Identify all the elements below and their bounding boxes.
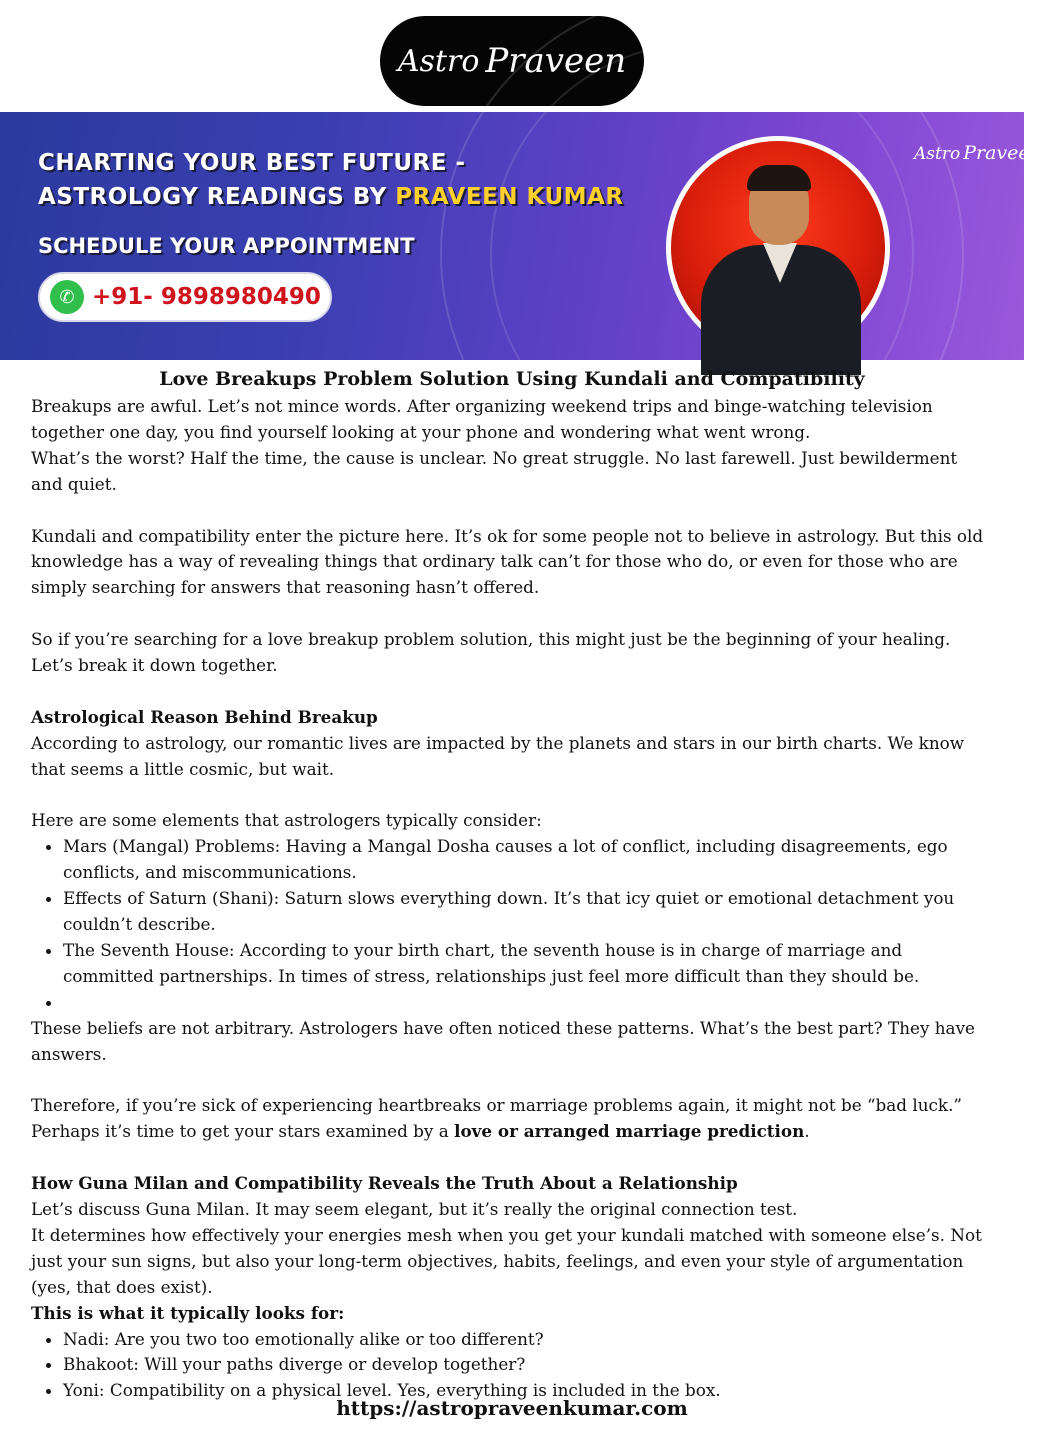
logo-word-praveen: Praveen <box>485 41 627 81</box>
banner-astrologer-name: PRAVEEN KUMAR <box>395 184 624 210</box>
banner-logo <box>914 142 1042 164</box>
heading-guna-milan: How Guna Milan and Compatibility Reveals the Truth About a Relationship <box>31 1173 738 1194</box>
whatsapp-icon: ✆ <box>50 280 84 314</box>
heading-astrological-reason: Astrological Reason Behind Breakup <box>31 706 378 727</box>
banner-headline-line1: CHARTING YOUR BEST FUTURE - <box>38 150 466 176</box>
paragraph-beliefs: These beliefs are not arbitrary. Astrologers have often noticed these patterns. What’s the best part? They have answers. <box>31 1017 975 1064</box>
paragraph-elements: Here are some elements that astrologers typically consider: <box>31 810 542 831</box>
paragraph-solution: So if you’re searching for a love breakup problem solution, this might just be the beginning of your healing. Let’s break it down together. <box>31 629 951 676</box>
phone-number: +91- 9898980490 <box>92 284 321 310</box>
list-item: • Mars (Mangal) Problems: Having a Mangal Dosha causes a lot of conflict, including disagreements, ego conflicts, and miscommunications. <box>63 834 993 886</box>
list-item: • Nadi: Are you two too emotionally alike or too different? <box>63 1327 993 1353</box>
elements-list <box>31 834 993 1015</box>
paragraph-determines: It determines how effectively your energies mesh when you get your kundali matched with someone else’s. Not just your sun signs, but also your long-term objectives, habits, feelings, and even your style of argumentation (yes, that does exist). <box>31 1224 982 1297</box>
banner-logo-word1: Astro <box>914 144 961 164</box>
phone-contact-button[interactable] <box>38 272 332 322</box>
article-body <box>31 364 993 1404</box>
marriage-prediction-link[interactable]: love or arranged marriage prediction <box>454 1121 805 1142</box>
paragraph-therefore-text: Therefore, if you’re sick of experiencing heartbreaks or marriage problems again, it might not be “bad luck.” Perhaps it’s time to get your stars examined by a <box>31 1095 963 1142</box>
paragraph-kundali: Kundali and compatibility enter the picture here. It’s ok for some people not to believe in astrology. But this old knowledge has a way of revealing things that ordinary talk can’t for those who do, or even for those who are simply searching for answers that reasoning hasn’t offered. <box>31 525 984 598</box>
astrologer-portrait <box>666 136 890 360</box>
guna-list <box>31 1327 993 1405</box>
logo-word-astro: Astro <box>397 43 480 79</box>
list-item-empty <box>63 990 993 1016</box>
article-title: Love Breakups Problem Solution Using Kundali and Compatibility <box>159 368 865 390</box>
website-url-link[interactable]: https://astropraveenkumar.com <box>336 1396 688 1420</box>
list-item: • Effects of Saturn (Shani): Saturn slows everything down. It’s that icy quiet or emotional detachment you couldn’t describe. <box>63 886 993 938</box>
list-item: • Bhakoot: Will your paths diverge or develop together? <box>63 1352 993 1378</box>
portrait-hair <box>747 165 811 191</box>
paragraph-therefore <box>31 1093 993 1145</box>
list-item: • The Seventh House: According to your birth chart, the seventh house is in charge of marriage and committed partnerships. In times of stress, relationships just feel more difficult than they should be. <box>63 938 993 990</box>
hero-banner <box>0 112 1042 360</box>
paragraph-intro: Breakups are awful. Let’s not mince words. After organizing weekend trips and binge-watching television together one day, you find yourself looking at your phone and wondering what went wrong. <box>31 396 933 442</box>
paragraph-therefore-end: . <box>804 1121 810 1142</box>
banner-logo-word2: Praveen <box>963 142 1042 164</box>
banner-headline-prefix: ASTROLOGY READINGS BY <box>38 184 396 210</box>
list-item: • Yoni: Compatibility on a physical level. Yes, everything is included in the box. <box>63 1378 993 1404</box>
banner-headline-line2 <box>38 184 624 210</box>
heading-looks-for: This is what it typically looks for: <box>31 1302 345 1323</box>
paragraph-guna-milan: Let’s discuss Guna Milan. It may seem elegant, but it’s really the original connection test. <box>31 1199 798 1219</box>
paragraph-astrology: According to astrology, our romantic lives are impacted by the planets and stars in our birth charts. We know that seems a little cosmic, but wait. <box>31 732 965 779</box>
paragraph-worst: What’s the worst? Half the time, the cause is unclear. No great struggle. No last farewell. Just bewilderment and quiet. <box>31 447 958 494</box>
banner-schedule-text: SCHEDULE YOUR APPOINTMENT <box>38 234 415 258</box>
